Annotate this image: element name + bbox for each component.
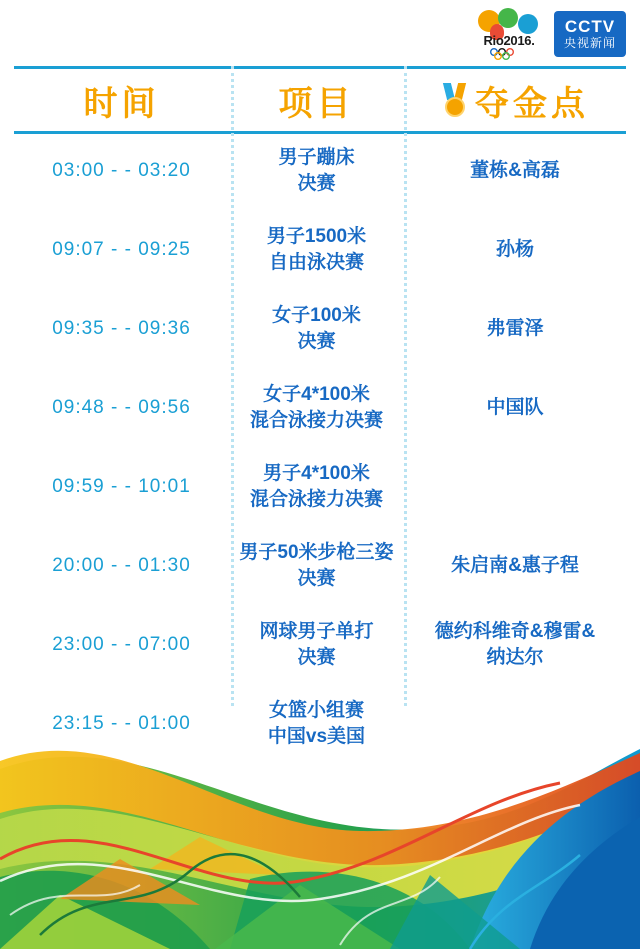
cell-gold-line1: 孙杨 [495, 238, 534, 260]
cell-event-line1: 女子4*100米 [263, 383, 370, 405]
column-header-event: 项目 [278, 84, 355, 123]
table-row [14, 605, 626, 684]
table-row [14, 368, 626, 447]
cell-gold-line2: 纳达尔 [486, 646, 544, 668]
cell-gold-line1: 中国队 [486, 396, 544, 418]
table-row [14, 526, 626, 605]
cell-gold [404, 314, 626, 344]
cell-gold-line1: 弗雷泽 [486, 317, 544, 339]
cell-event [229, 538, 404, 594]
cell-gold [404, 393, 626, 423]
decorative-footer-artwork [0, 709, 640, 949]
cell-event [229, 301, 404, 357]
table-row [14, 447, 626, 526]
cell-event-line1: 女篮小组赛 [268, 699, 364, 721]
column-header-gold [404, 69, 626, 131]
cell-gold-line1: 董栋&高磊 [470, 159, 560, 181]
table-row [14, 289, 626, 368]
schedule-table-body [14, 131, 626, 763]
cell-time: 23:00 - - 07:00 [52, 633, 191, 655]
cctv-news-logo [554, 11, 626, 57]
table-header [14, 66, 626, 134]
cell-event [229, 380, 404, 436]
cell-event-line2: 混合泳接力决赛 [249, 409, 383, 431]
cell-time: 09:35 - - 09:36 [52, 317, 191, 339]
cctv-news-label: 央视新闻 [563, 36, 616, 50]
cell-event [229, 222, 404, 278]
cell-gold-line1: 朱启南&惠子程 [451, 554, 579, 576]
cell-event [229, 459, 404, 515]
table-row [14, 210, 626, 289]
cell-event-line2: 决赛 [297, 646, 336, 668]
cell-time: 09:59 - - 10:01 [52, 475, 191, 497]
cctv-logo-text: CCTV [564, 17, 616, 36]
olympic-rings-icon [487, 48, 531, 60]
cell-event-line2: 混合泳接力决赛 [249, 488, 383, 510]
cell-event-line1: 网球男子单打 [259, 620, 374, 642]
column-header-gold-label: 夺金点 [475, 84, 589, 123]
rio-logo-text: Rio2016. [483, 33, 535, 48]
cell-gold [404, 485, 626, 489]
cell-time: 09:07 - - 09:25 [52, 238, 191, 260]
cell-event [229, 617, 404, 673]
cell-time: 20:00 - - 01:30 [52, 554, 191, 576]
medal-icon [441, 83, 469, 117]
cell-event-line1: 男子蹦床 [278, 146, 355, 168]
cell-event-line2: 决赛 [297, 330, 336, 352]
cell-event-line2: 决赛 [297, 567, 336, 589]
cell-event-line1: 男子1500米 [266, 225, 367, 247]
cell-time: 23:15 - - 01:00 [52, 712, 191, 734]
cell-gold [404, 617, 626, 673]
cell-event-line2: 自由泳决赛 [268, 251, 364, 273]
table-row [14, 131, 626, 210]
cell-time: 09:48 - - 09:56 [52, 396, 191, 418]
branding-logos [474, 8, 626, 60]
cell-time: 03:00 - - 03:20 [52, 159, 191, 181]
rio-2016-logo [474, 8, 544, 60]
column-header-time: 时间 [83, 84, 160, 123]
cell-event-line1: 男子4*100米 [263, 462, 370, 484]
cell-event [229, 143, 404, 199]
cell-event-line2: 决赛 [297, 172, 336, 194]
cell-gold-line1: 德约科维奇&穆雷& [434, 620, 596, 642]
cell-event-line2: 中国vs美国 [267, 725, 366, 747]
cell-event-line1: 女子100米 [272, 304, 361, 326]
cell-gold [404, 551, 626, 581]
cell-event-line1: 男子50米步枪三姿 [239, 541, 394, 563]
cell-gold [404, 156, 626, 186]
cell-gold [404, 235, 626, 265]
